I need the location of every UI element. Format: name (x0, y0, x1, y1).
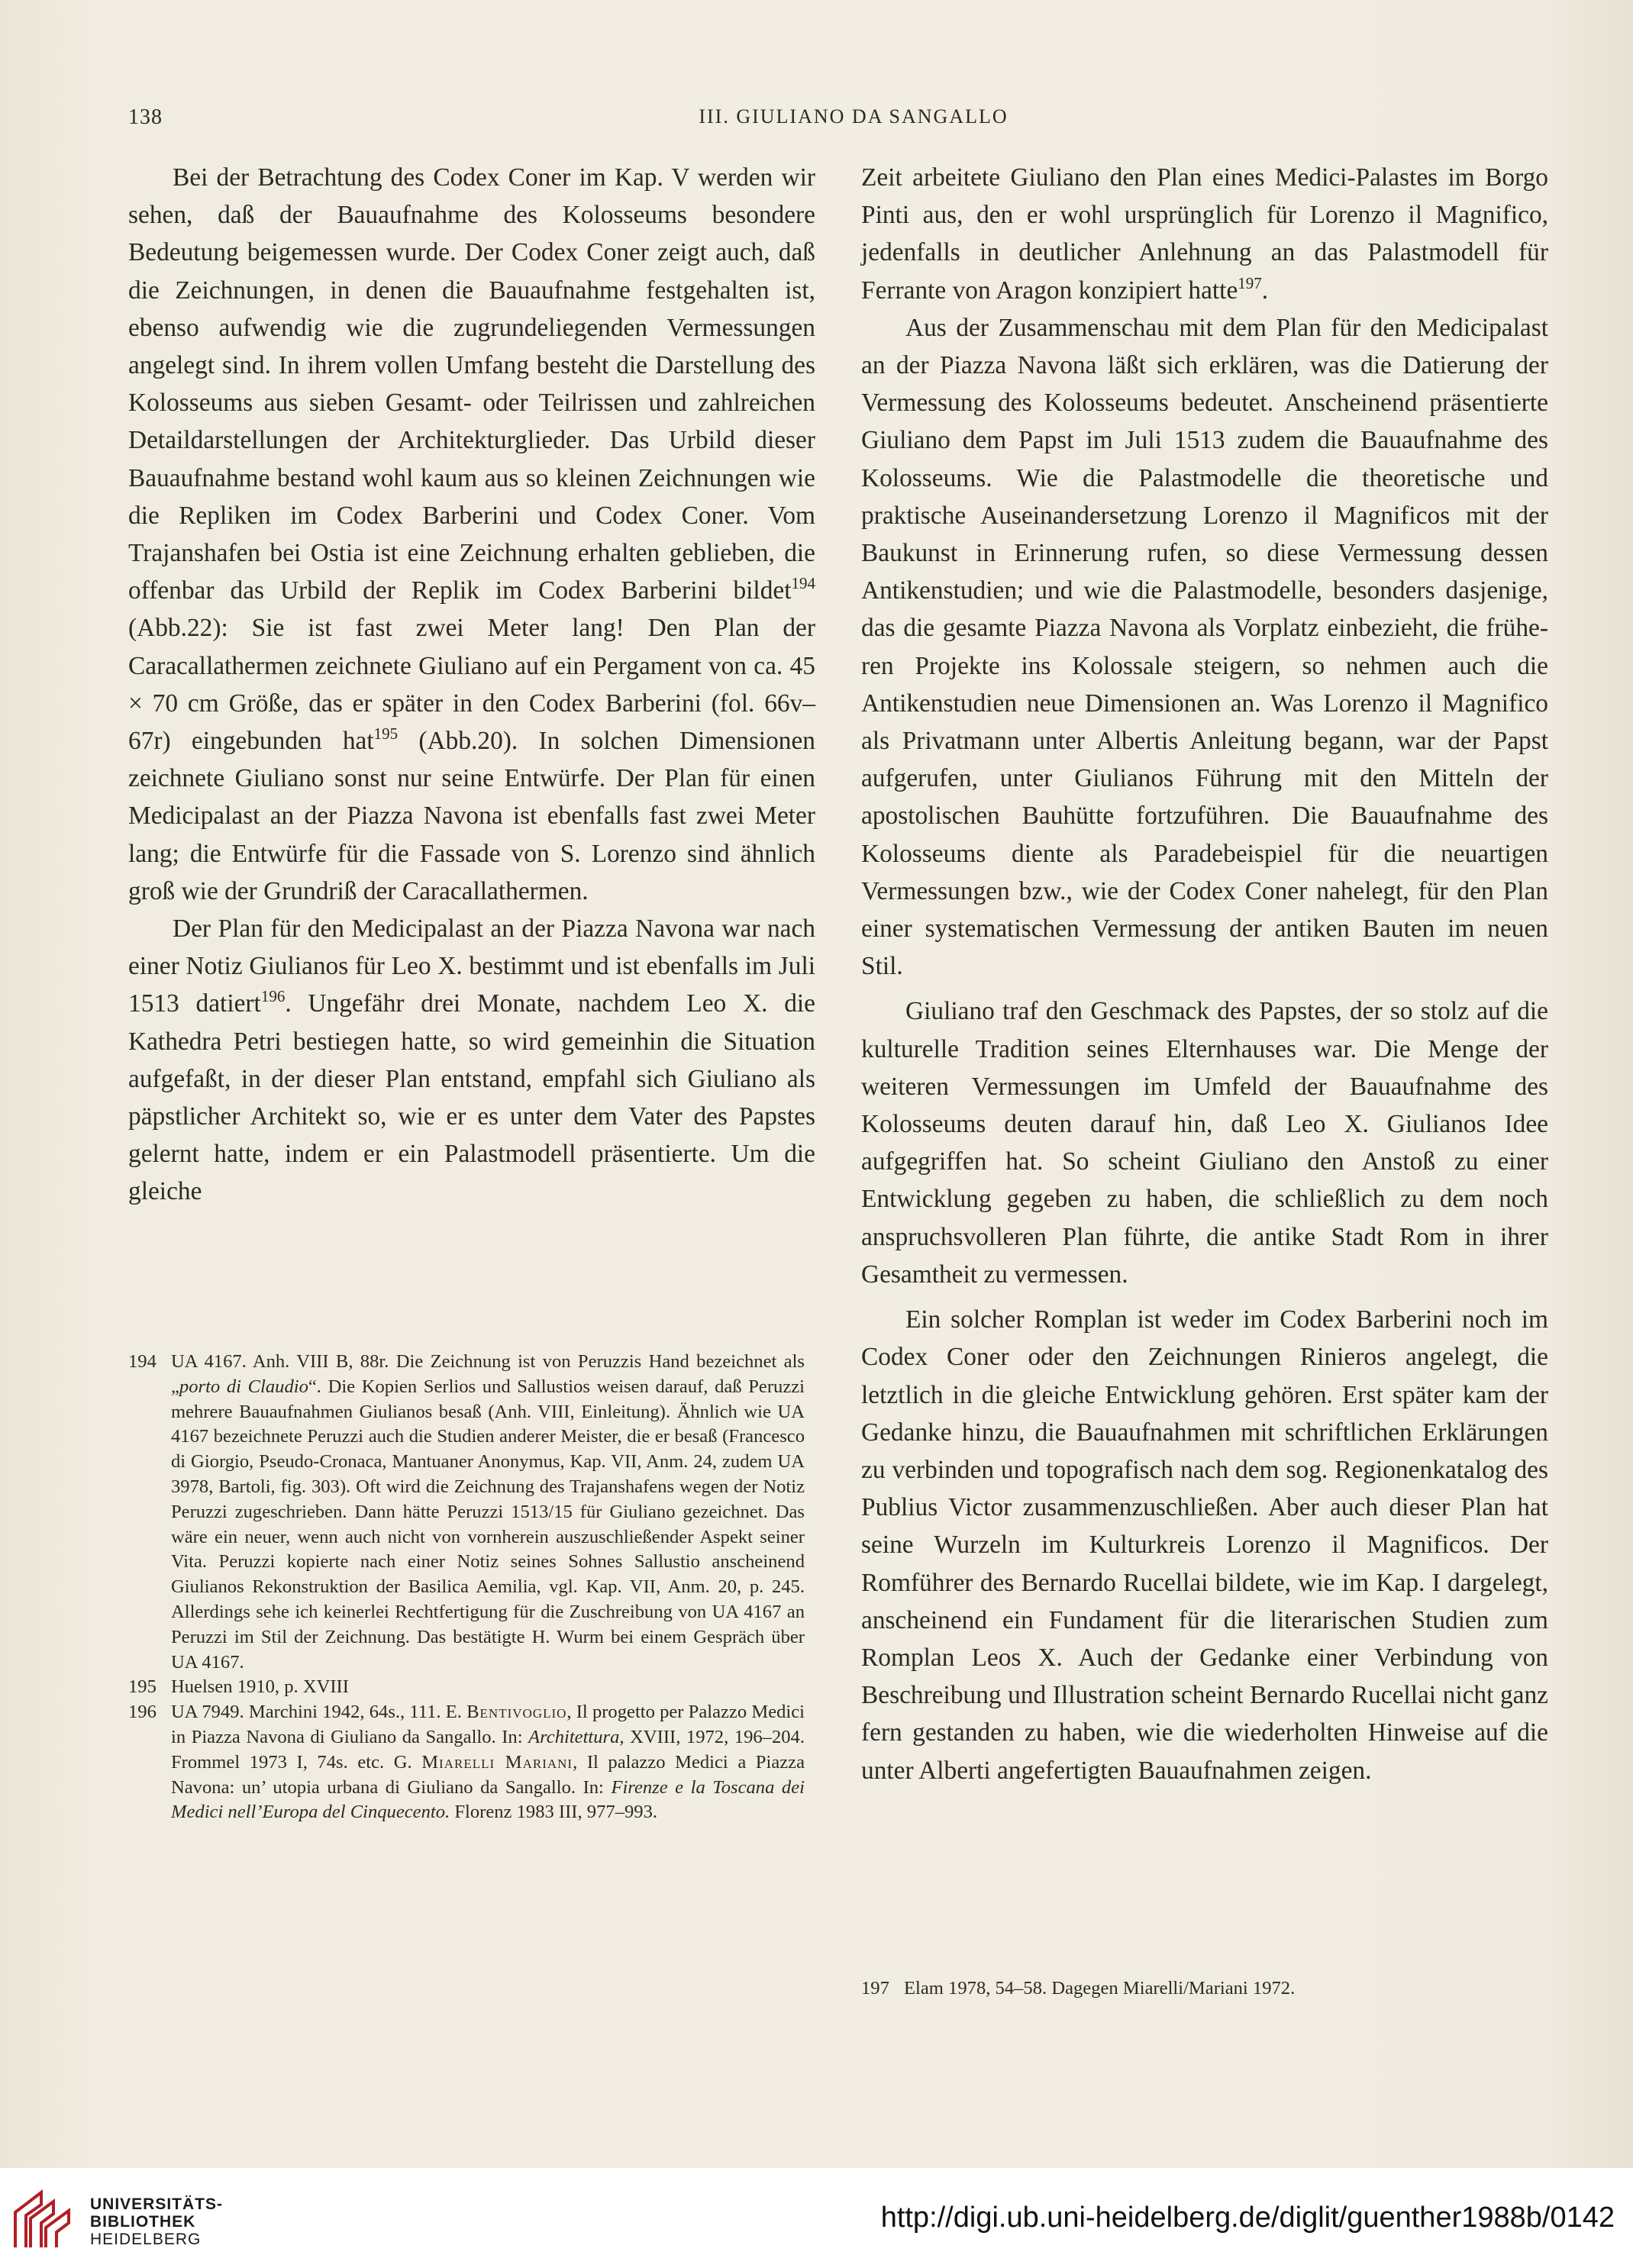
footnote-197: 197 Elam 1978, 54–58. Dagegen Miarelli/Mariani 1972. (861, 1978, 1296, 1999)
left-column (128, 159, 815, 1211)
footnote-195: 195 Huelsen 1910, p. XVIII (128, 1676, 349, 1698)
footnote-194: 194 UA 4167. Anh. VIII B, 88r. Die Zeichnung ist von Peruzzis Hand bezeichnet als „porto di Claudio“. Die Kopien Serlios und Sallustios weisen darauf, daß Peruzzi mehrere Bauaufnahmen Giulianos besaß (Anh. VIII, Einleitung). Ähnlich wie UA 4167 bezeichnete Peruzzi auch die Studien anderer Meister, die er besaß (Francesco di Giorgio, Pseudo-Cronaca, Mantuaner Anonymus, Kap. VII, Anm. 24, zudem UA 3978, Bartoli, fig. 303). Oft wird die Zeichnung des Trajanshafens wegen der Notiz Peruzzi zugeschrieben. Dann hätte Peruzzi 1513/15 für Giuliano gezeichnet. Das wäre ein neuer, wenn auch nicht von vornherein auszuschließender Aspekt seiner Vita. Peruzzi kopierte nach einer Notiz seines Sohnes Sallustio anscheinend Giulianos Rekonstruktion der Basilica Aemilia, vgl. Kap. VII, Anm. 20, p. 245. Allerdings sehe ich keinerlei Rechtfertigung für die Zuschreibung von UA 4167 an Peruzzi im Stil der Zeichnung. Das bestätigte H. Wurm bei einem Gespräch über UA 4167. (128, 1351, 805, 1673)
right-column (861, 159, 1548, 1789)
paragraph: Aus der Zusammenschau mit dem Plan für den Medicipalast an der Piazza Navona läßt sich erklären, was die Datierung der Vermessung des Kolosseums bedeutet. Anscheinend präsentierte Giuliano dem Papst im Juli 1513 zudem die Bauaufnahme des Kolosseums. Wie die Palastmodelle die theoretische und praktische Auseinandersetzung Lorenzo il Magnificos mit der Baukunst in Erinnerung rufen, so diese Vermessung dessen Antikenstudien; und wie die Palastmodelle, besonders dasjenige, das die gesamte Piazza Navona als Vorplatz einbezieht, die früheren Projekte ins Kolossale steigern, so nehmen auch die Antikenstudien neue Dimensionen an. Was Lorenzo il Magnifico als Privatmann unter Albertis Anleitung begann, war der Papst aufgerufen, unter Giulianos Führung mit den Mitteln der apostolischen Bauhütte fortzuführen. Die Bauaufnahme des Kolosseums diente als Paradebeispiel für die neuartigen Vermessungen bzw., wie der Codex Coner nahelegt, für den Plan einer systematischen Vermessung der antiken Bauten im neuen Stil. (861, 313, 1548, 981)
library-logo-text: UNIVERSITÄTS- BIBLIOTHEK HEIDELBERG (90, 2195, 224, 2248)
footnotes-left (128, 1350, 805, 1825)
footnotes-right (861, 1976, 1538, 2002)
footnote-196: 196 UA 7949. Marchini 1942, 64s., 111. E. Bentivoglio, Il progetto per Palazzo Medici in Piazza Navona di Giuliano da Sangallo. In: Architettura, XVIII, 1972, 196–204. Frommel 1973 I, 74s. etc. G. Miarelli Mariani, Il palazzo Medici a Piazza Navona: un’ utopia urbana di Giuliano da Sangallo. In: Firenze e la Toscana dei Medici nell’Europa del Cinquecento. Florenz 1983 III, 977–993. (128, 1702, 805, 1823)
paragraph: Bei der Betrachtung des Codex Coner im Kap. V werden wir sehen, daß der Bauaufnahme des Kolosseums besondere Bedeutung beigemessen wurde. Der Codex Coner zeigt auch, daß die Zeichnungen, in denen die Bauaufnahme festgehalten ist, ebenso aufwendig wie die zugrundeliegenden Vermessungen angelegt sind. In ihrem vollen Umfang besteht die Darstellung des Kolosseums aus sieben Gesamt- oder Teilrissen und zahlreichen Detaildarstellungen der Architekturglieder. Das Urbild dieser Bauaufnahme bestand wohl kaum aus so kleinen Zeichnungen wie die Repliken im Codex Barberini und Codex Coner. Vom Trajanshafen bei Ostia ist eine Zeichnung erhalten geblieben, die offenbar das Urbild der Replik im Codex Barberini bildet$^{194}$ (Abb.22): Sie ist fast zwei Meter lang! Den Plan der Caracallathermen zeichnete Giuliano auf ein Pergament von ca. 45 × 70 cm Größe, das er später in den Codex Barberini (fol. 66v–67r) eingebunden hat$^{195}$ (Abb.20). In solchen Dimensionen zeichnete Giuliano sonst nur seine Entwürfe. Der Plan für einen Medicipalast an der Piazza Navona ist ebenfalls fast zwei Meter lang; die Entwürfe für die Fassade von S. Lorenzo sind ähnlich groß wie der Grundriß der Caracallathermen. (128, 163, 815, 905)
footnote-ref[interactable]: 196 (260, 987, 286, 1006)
paragraph: Der Plan für den Medicipalast an der Piazza Navona war nach einer Notiz Giulianos für Leo X. bestimmt und ist ebenfalls im Juli 1513 datiert$^{196}$. Ungefähr drei Monate, nachdem Leo X. die Kathedra Petri bestiegen hatte, so wird gemeinhin die Situation aufgefaßt, in der dieser Plan entstand, empfahl sich Giuliano als päpstlicher Architekt so, wie er es unter dem Vater des Papstes gelernt hatte, indem er ein Palastmodell präsentierte. Um die gleiche (128, 915, 815, 1206)
running-title: III. GIULIANO DA SANGALLO (699, 105, 1009, 127)
footnote-ref[interactable]: 195 (373, 724, 399, 744)
library-logo-icon (11, 2189, 73, 2250)
page-number: 138 (128, 105, 163, 129)
source-url[interactable]: http://digi.ub.uni-heidelberg.de/diglit/guenther1988b/0142 (880, 2202, 1615, 2234)
footnote-ref[interactable]: 197 (1238, 273, 1262, 292)
paragraph: Ein solcher Romplan ist weder im Codex Barberini noch im Codex Coner oder den Zeichnungen Rinieros angelegt, die letztlich in die gleiche Entwicklung gehören. Erst später kam der Gedanke hinzu, die Bauaufnahmen mit schriftlichen Erklärungen zu verbinden und topografisch nach dem sog. Regionenkatalog des Publius Victor zusammenzuschließen. Aber auch dieser Plan hat seine Wurzeln im Kulturkreis Lorenzo il Magnificos. Der Romführer des Bernardo Rucellai bildete, wie im Kap. I dargelegt, anscheinend ein Fundament für die literarischen Studien zum Romplan Leos X. Auch der Gedanke einer Verbindung von Beschreibung und Illustration scheint Bernardo Rucellai nicht ganz fern gestanden zu haben, wie die wiederholten Hinweise auf die unter Alberti angefertigten Bauaufnahmen zeigen. (861, 1305, 1548, 1785)
paragraph: Giuliano traf den Geschmack des Papstes, der so stolz auf die kulturelle Tradition seines Elternhauses war. Die Menge der weiteren Vermessungen im Umfeld der Bauaufnahme des Kolosseums deuten darauf hin, daß Leo X. Giulianos Idee aufgegriffen hat. So scheint Giuliano den Anstoß zu einer Entwicklung gegeben zu haben, die schließlich zu dem noch anspruchsvolleren Plan führte, die antike Stadt Rom in ihrer Gesamtheit zu vermessen. (861, 997, 1548, 1289)
footnote-ref[interactable]: 194 (791, 574, 815, 593)
paragraph: Zeit arbeitete Giuliano den Plan eines Medici-Palastes im Borgo Pinti aus, den er wohl ursprünglich für Lorenzo il Magnifico, jedenfalls in deutlicher Anlehnung an das Palastmodell für Ferrante von Aragon konzipiert hatte$^{197}$. (861, 163, 1548, 305)
